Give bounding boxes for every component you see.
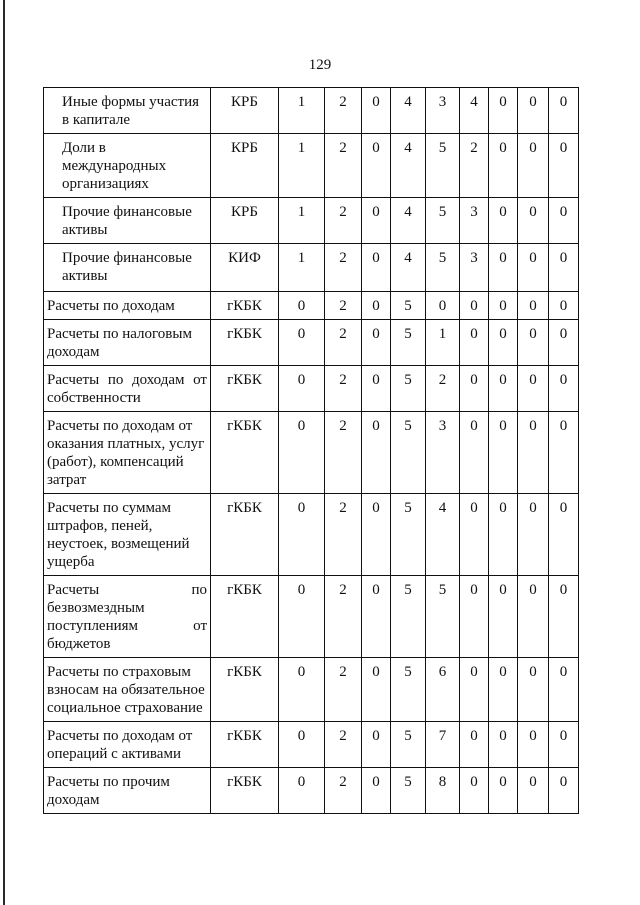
digit-cell: 4 xyxy=(391,88,426,134)
row-code-cell: гКБК xyxy=(211,320,279,366)
digit-cell: 2 xyxy=(325,366,362,412)
digit-cell: 0 xyxy=(549,658,579,722)
digit-cell: 0 xyxy=(489,494,518,576)
digit-cell: 0 xyxy=(362,366,391,412)
digit-cell: 0 xyxy=(489,768,518,814)
digit-cell: 2 xyxy=(325,722,362,768)
digit-cell: 4 xyxy=(391,134,426,198)
digit-cell: 0 xyxy=(518,412,549,494)
digit-cell: 0 xyxy=(279,722,325,768)
digit-cell: 0 xyxy=(518,88,549,134)
table-body xyxy=(44,88,579,814)
digit-cell: 5 xyxy=(391,722,426,768)
digit-cell: 0 xyxy=(362,768,391,814)
table-row xyxy=(44,658,579,722)
digit-cell: 0 xyxy=(518,366,549,412)
digit-cell: 0 xyxy=(489,198,518,244)
digit-cell: 0 xyxy=(549,134,579,198)
table-row xyxy=(44,320,579,366)
digit-cell: 2 xyxy=(325,494,362,576)
digit-cell: 0 xyxy=(489,292,518,320)
table-row xyxy=(44,134,579,198)
table-row xyxy=(44,576,579,658)
digit-cell: 0 xyxy=(549,494,579,576)
row-code-cell: гКБК xyxy=(211,576,279,658)
digit-cell: 0 xyxy=(518,658,549,722)
row-name-cell: Расчеты по доходам от оказания платных, услуг (работ), компенсаций затрат xyxy=(44,412,211,494)
digit-cell: 5 xyxy=(391,576,426,658)
row-code-cell: гКБК xyxy=(211,292,279,320)
digit-cell: 3 xyxy=(426,88,460,134)
digit-cell: 0 xyxy=(549,412,579,494)
digit-cell: 2 xyxy=(426,366,460,412)
digit-cell: 0 xyxy=(489,658,518,722)
row-code-cell: КРБ xyxy=(211,198,279,244)
digit-cell: 0 xyxy=(549,576,579,658)
digit-cell: 2 xyxy=(325,412,362,494)
row-name-cell: Расчеты по доходам от собственности xyxy=(44,366,211,412)
row-code-cell: гКБК xyxy=(211,494,279,576)
digit-cell: 1 xyxy=(279,88,325,134)
table-row xyxy=(44,292,579,320)
digit-cell: 0 xyxy=(460,412,489,494)
row-name-cell: Доли в международных организациях xyxy=(44,134,211,198)
digit-cell: 0 xyxy=(362,198,391,244)
digit-cell: 5 xyxy=(391,494,426,576)
digit-cell: 5 xyxy=(426,198,460,244)
digit-cell: 0 xyxy=(549,320,579,366)
digit-cell: 2 xyxy=(325,244,362,292)
row-name-cell: Расчеты по доходам xyxy=(44,292,211,320)
page-left-edge-rule xyxy=(3,0,5,905)
row-name-cell: Расчеты по безвозмездным поступлениям от бюджетов xyxy=(44,576,211,658)
row-name-cell: Прочие финансовые активы xyxy=(44,198,211,244)
digit-cell: 5 xyxy=(391,366,426,412)
table-row xyxy=(44,722,579,768)
digit-cell: 0 xyxy=(460,320,489,366)
row-name-cell: Расчеты по страховым взносам на обязательное социальное страхование xyxy=(44,658,211,722)
table-row xyxy=(44,494,579,576)
digit-cell: 5 xyxy=(391,292,426,320)
digit-cell: 1 xyxy=(279,198,325,244)
digit-cell: 0 xyxy=(489,576,518,658)
table-row xyxy=(44,768,579,814)
row-code-cell: гКБК xyxy=(211,366,279,412)
row-code-cell: гКБК xyxy=(211,722,279,768)
digit-cell: 0 xyxy=(489,88,518,134)
row-name-cell: Иные формы участия в капитале xyxy=(44,88,211,134)
digit-cell: 0 xyxy=(518,134,549,198)
row-code-cell: КРБ xyxy=(211,88,279,134)
digit-cell: 0 xyxy=(489,320,518,366)
digit-cell: 0 xyxy=(362,722,391,768)
digit-cell: 4 xyxy=(460,88,489,134)
row-code-cell: гКБК xyxy=(211,412,279,494)
digit-cell: 0 xyxy=(279,576,325,658)
digit-cell: 0 xyxy=(279,292,325,320)
digit-cell: 2 xyxy=(325,320,362,366)
digit-cell: 0 xyxy=(362,320,391,366)
digit-cell: 2 xyxy=(325,768,362,814)
digit-cell: 0 xyxy=(279,494,325,576)
digit-cell: 5 xyxy=(426,134,460,198)
digit-cell: 8 xyxy=(426,768,460,814)
digit-cell: 2 xyxy=(325,134,362,198)
account-codes-table xyxy=(43,87,579,814)
digit-cell: 0 xyxy=(460,366,489,412)
row-name-cell: Расчеты по прочим доходам xyxy=(44,768,211,814)
digit-cell: 4 xyxy=(391,244,426,292)
table-row xyxy=(44,366,579,412)
digit-cell: 0 xyxy=(362,292,391,320)
digit-cell: 0 xyxy=(489,134,518,198)
digit-cell: 6 xyxy=(426,658,460,722)
table-row xyxy=(44,88,579,134)
digit-cell: 0 xyxy=(460,722,489,768)
digit-cell: 5 xyxy=(426,244,460,292)
digit-cell: 4 xyxy=(426,494,460,576)
digit-cell: 5 xyxy=(391,412,426,494)
digit-cell: 0 xyxy=(362,244,391,292)
digit-cell: 2 xyxy=(325,576,362,658)
digit-cell: 0 xyxy=(362,134,391,198)
table-row xyxy=(44,244,579,292)
digit-cell: 5 xyxy=(426,576,460,658)
digit-cell: 0 xyxy=(489,412,518,494)
digit-cell: 0 xyxy=(489,244,518,292)
row-code-cell: КИФ xyxy=(211,244,279,292)
digit-cell: 3 xyxy=(460,244,489,292)
digit-cell: 2 xyxy=(325,658,362,722)
digit-cell: 0 xyxy=(362,576,391,658)
digit-cell: 0 xyxy=(518,292,549,320)
digit-cell: 2 xyxy=(460,134,489,198)
digit-cell: 0 xyxy=(549,722,579,768)
digit-cell: 0 xyxy=(362,658,391,722)
digit-cell: 1 xyxy=(279,244,325,292)
digit-cell: 7 xyxy=(426,722,460,768)
row-code-cell: гКБК xyxy=(211,658,279,722)
digit-cell: 0 xyxy=(518,576,549,658)
digit-cell: 5 xyxy=(391,768,426,814)
digit-cell: 0 xyxy=(549,198,579,244)
digit-cell: 0 xyxy=(460,292,489,320)
table-row xyxy=(44,412,579,494)
digit-cell: 0 xyxy=(362,88,391,134)
digit-cell: 0 xyxy=(489,366,518,412)
digit-cell: 0 xyxy=(460,576,489,658)
digit-cell: 0 xyxy=(279,768,325,814)
digit-cell: 2 xyxy=(325,292,362,320)
digit-cell: 2 xyxy=(325,88,362,134)
digit-cell: 0 xyxy=(518,198,549,244)
digit-cell: 1 xyxy=(426,320,460,366)
table-row xyxy=(44,198,579,244)
digit-cell: 0 xyxy=(362,494,391,576)
digit-cell: 0 xyxy=(460,494,489,576)
digit-cell: 0 xyxy=(489,722,518,768)
row-name-cell: Расчеты по налоговым доходам xyxy=(44,320,211,366)
digit-cell: 1 xyxy=(279,134,325,198)
digit-cell: 0 xyxy=(549,366,579,412)
digit-cell: 0 xyxy=(362,412,391,494)
digit-cell: 0 xyxy=(518,320,549,366)
digit-cell: 0 xyxy=(518,494,549,576)
digit-cell: 0 xyxy=(549,244,579,292)
digit-cell: 2 xyxy=(325,198,362,244)
row-name-cell: Прочие финансовые активы xyxy=(44,244,211,292)
page-number: 129 xyxy=(308,57,332,73)
digit-cell: 0 xyxy=(279,412,325,494)
digit-cell: 0 xyxy=(279,320,325,366)
digit-cell: 0 xyxy=(279,658,325,722)
digit-cell: 0 xyxy=(518,244,549,292)
digit-cell: 0 xyxy=(426,292,460,320)
digit-cell: 0 xyxy=(549,292,579,320)
row-code-cell: КРБ xyxy=(211,134,279,198)
row-name-cell: Расчеты по доходам от операций с активами xyxy=(44,722,211,768)
digit-cell: 5 xyxy=(391,320,426,366)
digit-cell: 3 xyxy=(426,412,460,494)
row-code-cell: гКБК xyxy=(211,768,279,814)
digit-cell: 0 xyxy=(279,366,325,412)
digit-cell: 5 xyxy=(391,658,426,722)
digit-cell: 0 xyxy=(518,722,549,768)
digit-cell: 4 xyxy=(391,198,426,244)
digit-cell: 0 xyxy=(549,768,579,814)
digit-cell: 0 xyxy=(460,658,489,722)
digit-cell: 0 xyxy=(460,768,489,814)
row-name-cell: Расчеты по суммам штрафов, пеней, неустоек, возмещений ущерба xyxy=(44,494,211,576)
digit-cell: 0 xyxy=(549,88,579,134)
digit-cell: 0 xyxy=(518,768,549,814)
digit-cell: 3 xyxy=(460,198,489,244)
